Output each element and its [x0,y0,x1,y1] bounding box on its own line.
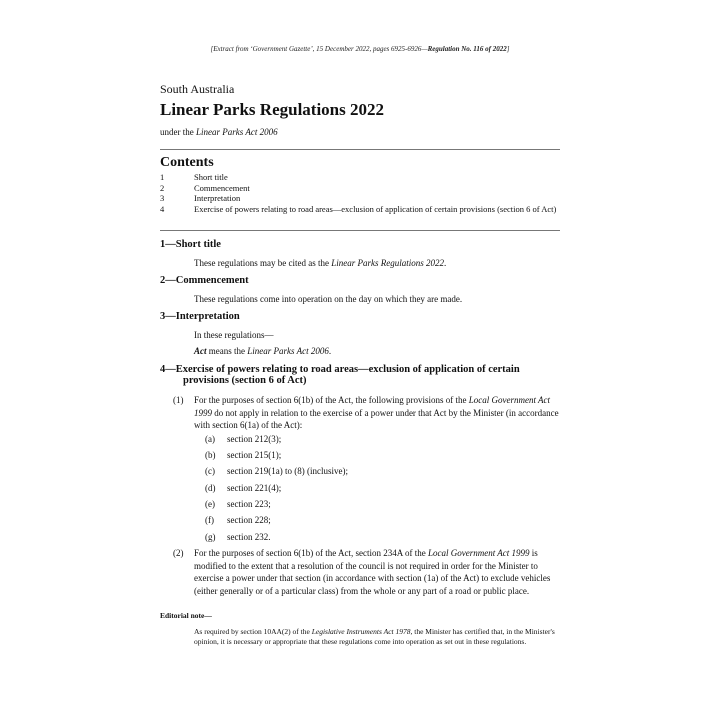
section-2-text: These regulations come into operation on the day on which they are made. [194,294,463,304]
document-title: Linear Parks Regulations 2022 [160,100,385,119]
list-item [205,450,281,460]
contents-item-number: 4 [160,203,165,214]
list-item-label: (f) [205,515,214,525]
section-1-text-prefix: These regulations may be cited as the [194,258,332,268]
under-prefix: under the [160,127,196,137]
list-item-text: section 228; [227,515,271,525]
subsection-1-number: (1) [173,395,184,405]
definition-act [194,345,560,357]
list-item-label: (g) [205,532,216,542]
list-item-text: section 219(1a) to (8) (inclusive); [227,466,348,476]
editorial-note-heading: Editorial note— [160,611,212,620]
section-3-heading: 3—Interpretation [160,311,240,322]
contents-item-label: Commencement [194,182,250,193]
subsection-2 [173,547,560,597]
editorial-text-b: , the Minister has certified that, in the Minister's opinion, it is necessary or appropriate that these regulations come into operation as set out in these regulations. [194,627,555,646]
contents-list [160,172,560,214]
subsection-2-text-a: For the purposes of section 6(1b) of the Act, section 234A of the [194,548,428,558]
list-item-label: (b) [205,450,216,460]
section-1-text-suffix: . [443,258,447,268]
section-1-citation: Linear Parks Regulations 2022 [331,258,444,268]
contents-item-label: Exercise of powers relating to road areas—exclusion of application of certain provisions (section 6 of Act) [194,203,557,214]
subsection-2-text [194,547,560,597]
enabling-act-line [160,127,278,137]
enabling-act: Linear Parks Act 2006 [196,127,278,137]
list-item [205,515,271,525]
list-item-text: section 221(4); [227,483,282,493]
list-item-text: section 212(3); [227,434,282,444]
contents-item[interactable] [160,183,560,194]
jurisdiction: South Australia [160,82,235,96]
section-2-heading: 2—Commencement [160,275,249,286]
contents-item-number: 2 [160,182,165,193]
list-item-label: (c) [205,466,215,476]
contents-item-number: 3 [160,193,165,203]
list-item-label: (a) [205,434,215,444]
section-1-text [194,257,560,269]
gazette-extract-line [0,45,720,53]
section-1-heading: 1—Short title [160,239,221,250]
list-item-text: section 232. [227,532,271,542]
section-3-intro: In these regulations— [194,330,274,340]
subsection-1-text [194,394,560,432]
section-4-heading-line2: provisions (section 6 of Act) [183,375,307,386]
subsection-2-text-b: is modified to the extent that a resolution of the council is not required in order for the Minister to exercise a power under that section (in accordance with section (1a) of the Act) to exclude vehicles (either generally or of a particular class) from the whole or any part of a road or public place. [194,548,551,596]
section-4-heading [160,364,560,386]
subsection-1 [173,394,560,432]
divider-contents [160,230,560,231]
regulation-number: Regulation No. 116 of 2022 [427,45,507,53]
list-item-label: (d) [205,483,216,493]
divider-top [160,149,560,150]
subsection-1-text-b: do not apply in relation to the exercise of a power under that Act by the Minister (in accordance with section 6(1a) of the Act): [194,407,559,430]
list-item [205,483,281,493]
subsection-1-text-a: For the purposes of section 6(1b) of the Act, the following provisions of the [194,395,469,405]
contents-item-label: Short title [194,172,228,182]
list-item [205,532,271,542]
definition-mid: means the [206,346,248,356]
subsection-2-number: (2) [173,548,184,558]
contents-item[interactable] [160,172,560,183]
list-item [205,434,281,444]
definition-act-name: Linear Parks Act 2006 [247,346,329,356]
gazette-prefix: [Extract from ‘Government Gazette’, 15 December 2022, pages 6925-6926— [210,45,428,53]
editorial-text-a: As required by section 10AA(2) of the [194,627,312,636]
defined-term: Act [194,346,207,356]
list-item [205,466,348,476]
definition-end: . [328,346,332,356]
section-4-heading-line1: 4—Exercise of powers relating to road areas—exclusion of application of certain [160,364,520,375]
contents-item-number: 1 [160,172,165,182]
contents-heading: Contents [160,155,214,170]
gazette-suffix: ] [506,45,510,53]
subsection-2-act: Local Government Act 1999 [427,548,530,558]
subsection-1-act: Local Government Act 1999 [194,395,551,418]
contents-item[interactable] [160,204,560,215]
contents-item-label: Interpretation [194,193,241,203]
list-item-label: (e) [205,499,215,509]
list-item-text: section 215(1); [227,450,282,460]
list-item [205,499,271,509]
editorial-act: Legislative Instruments Act 1978 [311,627,411,636]
list-item-text: section 223; [227,499,271,509]
editorial-note-text [194,627,560,646]
contents-item[interactable] [160,193,560,204]
